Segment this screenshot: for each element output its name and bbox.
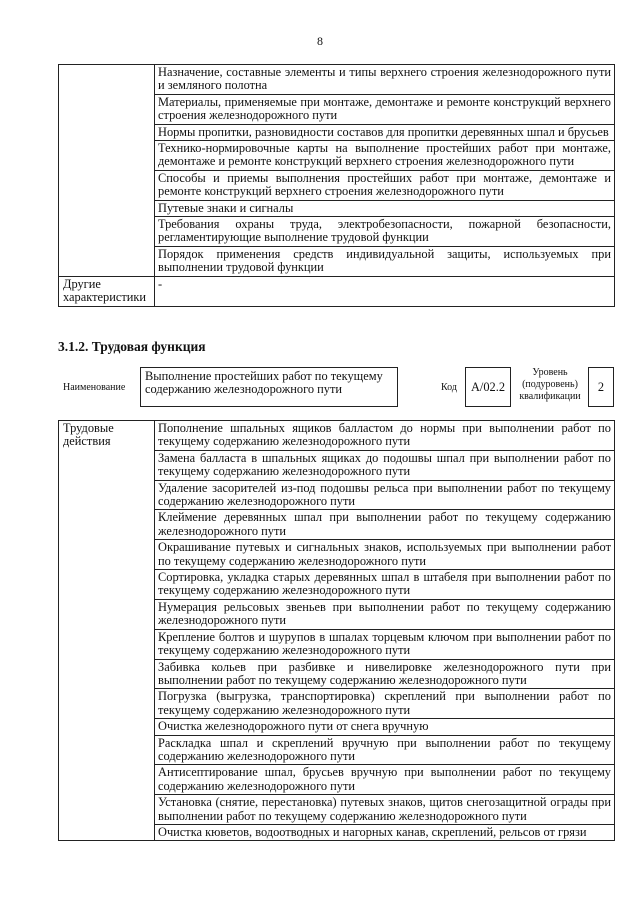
labor-action-item: Установка (снятие, перестановка) путевых знаков, щитов снегозащитной ограды при выполнении работ по текущему содержанию железнодорожного пути: [155, 795, 615, 825]
labor-actions-label: Трудовые действия: [59, 421, 155, 841]
row-label-cell: [59, 65, 155, 277]
name-caption: Наименование: [63, 382, 126, 393]
labor-action-item: Антисептирование шпал, брусьев вручную при выполнении работ по текущему содержанию железнодорожного пути: [155, 765, 615, 795]
section-title: 3.1.2. Трудовая функция: [58, 339, 206, 354]
other-characteristics-value: -: [155, 276, 615, 306]
knowledge-item: Нормы пропитки, разновидности составов для пропитки деревянных шпал и брусьев: [155, 124, 615, 140]
page-number: 8: [317, 34, 323, 48]
code-value-box: А/02.2: [465, 367, 511, 407]
knowledge-item: Назначение, составные элементы и типы верхнего строения железнодорожного пути и земляного полотна: [155, 65, 615, 95]
knowledge-item: Способы и приемы выполнения простейших работ при монтаже, демонтаже и ремонте конструкций верхнего строения железнодорожного пути: [155, 170, 615, 200]
level-value-box: 2: [588, 367, 614, 407]
table-row: [59, 421, 615, 451]
knowledge-item: Материалы, применяемые при монтаже, демонтаже и ремонте конструкций верхнего строения железнодорожного пути: [155, 94, 615, 124]
knowledge-item: Порядок применения средств индивидуальной защиты, используемых при выполнении трудовой функции: [155, 246, 615, 276]
labor-action-item: Клеймение деревянных шпал при выполнении работ по текущему содержанию железнодорожного пути: [155, 510, 615, 540]
labor-action-item: Очистка кюветов, водоотводных и нагорных канав, скреплений, рельсов от грязи: [155, 824, 615, 840]
labor-action-item: Замена балласта в шпальных ящиках до подошвы шпал при выполнении работ по текущему содержанию железнодорожного пути: [155, 450, 615, 480]
level-caption: Уровень (подуровень) квалификации: [519, 367, 581, 402]
table-row: [59, 276, 615, 306]
labor-action-item: Крепление болтов и шурупов в шпалах торцевым ключом при выполнении работ по текущему содержанию железнодорожного пути: [155, 629, 615, 659]
labor-action-item: Погрузка (выгрузка, транспортировка) скреплений при выполнении работ по текущему содержанию железнодорожного пути: [155, 689, 615, 719]
labor-actions-table: [58, 420, 615, 841]
knowledge-item: Технико-нормировочные карты на выполнение простейших работ при монтаже, демонтаже и ремонте конструкций верхнего строения железнодорожного пути: [155, 141, 615, 171]
function-name-box: Выполнение простейших работ по текущему содержанию железнодорожного пути: [140, 367, 398, 407]
labor-action-item: Очистка железнодорожного пути от снега вручную: [155, 719, 615, 735]
knowledge-table: [58, 64, 615, 307]
labor-action-item: Нумерация рельсовых звеньев при выполнении работ по текущему содержанию железнодорожного пути: [155, 599, 615, 629]
labor-action-item: Удаление засорителей из-под подошвы рельса при выполнении работ по текущему содержанию железнодорожного пути: [155, 480, 615, 510]
other-characteristics-label: Другие характеристики: [59, 276, 155, 306]
labor-action-item: Окрашивание путевых и сигнальных знаков, используемых при выполнении работ по текущему содержанию железнодорожного пути: [155, 540, 615, 570]
knowledge-item: Требования охраны труда, электробезопасности, пожарной безопасности, регламентирующие выполнение трудовой функции: [155, 217, 615, 247]
labor-action-item: Сортировка, укладка старых деревянных шпал в штабеля при выполнении работ по текущему содержанию железнодорожного пути: [155, 570, 615, 600]
labor-action-item: Пополнение шпальных ящиков балластом до нормы при выполнении работ по текущему содержанию железнодорожного пути: [155, 421, 615, 451]
table-row: [59, 65, 615, 95]
code-caption: Код: [441, 382, 457, 393]
knowledge-item: Путевые знаки и сигналы: [155, 200, 615, 216]
labor-action-item: Раскладка шпал и скреплений вручную при выполнении работ по текущему содержанию железнодорожного пути: [155, 735, 615, 765]
function-header: [58, 367, 614, 409]
labor-action-item: Забивка кольев при разбивке и нивелировке железнодорожного пути при выполнении работ по текущему содержанию железнодорожного пути: [155, 659, 615, 689]
